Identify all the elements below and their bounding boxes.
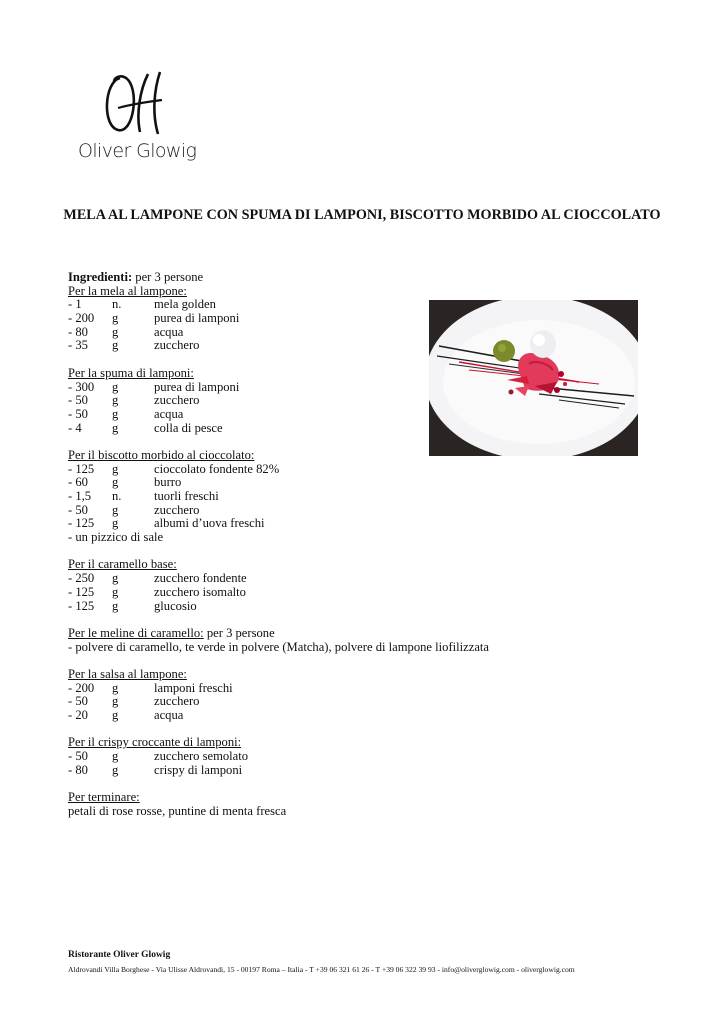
ingredient-name: crispy di lamponi — [154, 762, 243, 777]
ingredient-unit: g — [112, 338, 119, 353]
section-spacer — [68, 723, 668, 737]
section-heading — [68, 367, 668, 381]
section-heading-text: Per la spuma di lamponi: — [68, 365, 194, 380]
ingredient-row — [68, 408, 668, 422]
footer-restaurant-name: Ristorante Oliver Glowig — [68, 950, 171, 960]
ingredient-row — [68, 572, 668, 586]
ingredient-name: cioccolato fondente 82% — [154, 461, 280, 476]
ingredients-intro — [68, 271, 668, 285]
ingredient-name: purea di lamponi — [154, 379, 240, 394]
section-spacer — [68, 654, 668, 668]
section-heading — [68, 791, 668, 805]
ingredient-quantity: - 125 — [68, 516, 95, 531]
section-spacer — [68, 435, 668, 449]
ingredient-unit: g — [112, 311, 119, 326]
ingredient-unit: g — [112, 680, 119, 695]
ingredient-name: zucchero — [154, 502, 200, 517]
ingredient-unit: n. — [112, 297, 122, 312]
section-spacer — [68, 613, 668, 627]
ingredient-unit: g — [112, 516, 119, 531]
ingredient-name: acqua — [154, 324, 184, 339]
ingredient-quantity: - 20 — [68, 708, 88, 722]
ingredient-quantity: - 35 — [68, 338, 88, 353]
ingredient-quantity: - 80 — [68, 324, 88, 339]
ingredient-quantity: - 250 — [68, 571, 95, 586]
ingredient-name: acqua — [154, 708, 184, 722]
ingredient-unit: g — [112, 708, 119, 722]
ingredient-name: colla di pesce — [154, 420, 223, 435]
ingredient-unit: g — [112, 502, 119, 517]
ingredient-name: zucchero isomalto — [154, 584, 246, 599]
ingredient-row — [68, 750, 668, 764]
ingredient-unit: g — [112, 475, 119, 490]
recipe-title: MELA AL LAMPONE CON SPUMA DI LAMPONI, BISCOTTO MORBIDO AL CIOCCOLATO — [63, 207, 661, 223]
ingredient-unit: g — [112, 420, 119, 435]
ingredient-name: zucchero semolato — [154, 749, 249, 764]
ingredient-row — [68, 312, 668, 326]
footer-address: Aldrovandi Villa Borghese - Via Ulisse Aldrovandi, 15 - 00197 Roma – Italia - T +39 06 321 61 26 - T +39 06 322 39 93 - info@oliverglowig.com - oliverglowig.com — [68, 965, 575, 974]
ingredient-unit: g — [112, 584, 119, 599]
ingredient-row — [68, 600, 668, 614]
ingredient-name: zucchero fondente — [154, 571, 247, 586]
ingredient-quantity: - 50 — [68, 694, 88, 709]
section-heading — [68, 285, 668, 299]
ingredient-row — [68, 463, 668, 477]
ingredient-row — [68, 490, 668, 504]
ingredient-row — [68, 422, 668, 436]
ingredient-row — [68, 394, 668, 408]
ingredient-unit: g — [112, 762, 119, 777]
ingredient-quantity: - 60 — [68, 475, 88, 490]
ingredient-unit: g — [112, 598, 119, 613]
section-heading — [68, 668, 668, 682]
ingredient-row — [68, 764, 668, 778]
section-spacer — [68, 353, 668, 367]
ingredient-quantity: - 200 — [68, 311, 95, 326]
ingredient-name: glucosio — [154, 598, 197, 613]
ingredient-row — [68, 298, 668, 312]
section-heading-text: Per la mela al lampone: — [68, 283, 187, 298]
ingredient-name: burro — [154, 475, 182, 490]
ingredients-label: Ingredienti: — [68, 270, 133, 284]
section-heading — [68, 736, 668, 750]
ingredient-quantity: - 50 — [68, 393, 88, 408]
ingredient-quantity: - 200 — [68, 680, 95, 695]
section-heading-text: Per terminare: — [68, 790, 140, 805]
ingredient-note: - polvere di caramello, te verde in polvere (Matcha), polvere di lampone liofilizzata — [68, 639, 490, 654]
ingredient-unit: n. — [112, 489, 122, 503]
logo-monogram — [100, 68, 170, 140]
ingredient-unit: g — [112, 571, 119, 586]
ingredient-quantity: - 50 — [68, 749, 88, 764]
ingredient-quantity: - 1 — [68, 297, 82, 312]
ingredient-name: albumi d’uova freschi — [154, 516, 265, 531]
ingredient-quantity: - 125 — [68, 461, 95, 476]
ingredient-row — [68, 517, 668, 531]
ingredient-quantity: - 300 — [68, 379, 95, 394]
ingredient-name: zucchero — [154, 393, 200, 408]
ingredient-row — [68, 381, 668, 395]
ingredient-row — [68, 695, 668, 709]
ingredient-name: acqua — [154, 406, 184, 421]
section-heading — [68, 558, 668, 572]
logo-name: Oliver Glowig — [78, 140, 197, 162]
ingredient-unit: g — [112, 461, 119, 476]
ingredient-quantity: - 80 — [68, 762, 88, 777]
ingredient-quantity: - 50 — [68, 502, 88, 517]
ingredient-unit: g — [112, 393, 119, 408]
ingredient-unit: g — [112, 324, 119, 339]
section-heading-text: Per il caramello base: — [68, 557, 177, 572]
ingredient-row — [68, 504, 668, 518]
section-heading-text: Per la salsa al lampone: — [68, 666, 187, 681]
ingredient-quantity: - 1,5 — [68, 489, 92, 503]
ingredient-name: zucchero — [154, 338, 200, 353]
ingredient-quantity: - 50 — [68, 406, 88, 421]
ingredient-note: petali di rose rosse, puntine di menta fresca — [68, 803, 287, 818]
ingredient-quantity: - 4 — [68, 420, 82, 435]
logo — [78, 68, 208, 172]
ingredient-row — [68, 476, 668, 490]
ingredient-name: mela golden — [154, 297, 216, 312]
ingredient-row — [68, 709, 668, 723]
section-heading-text: Per le meline di caramello: — [68, 625, 204, 640]
ingredient-unit: g — [112, 694, 119, 709]
ingredient-row — [68, 326, 668, 340]
ingredient-name: purea di lamponi — [154, 311, 240, 326]
section-heading — [68, 449, 668, 463]
ingredient-unit: g — [112, 406, 119, 421]
servings-text: per 3 persone — [132, 270, 204, 284]
ingredient-quantity: - 125 — [68, 584, 95, 599]
ingredient-row — [68, 586, 668, 600]
ingredient-note: - un pizzico di sale — [68, 530, 164, 545]
ingredient-name: zucchero — [154, 694, 200, 709]
ingredient-row — [68, 339, 668, 353]
section-heading — [68, 627, 668, 641]
ingredient-name: lamponi freschi — [154, 680, 233, 695]
section-heading-text: Per il crispy croccante di lamponi: — [68, 735, 242, 750]
section-heading-text: Per il biscotto morbido al cioccolato: — [68, 447, 255, 462]
section-heading-suffix: per 3 persone — [203, 625, 275, 640]
ingredient-unit: g — [112, 379, 119, 394]
ingredient-unit: g — [112, 749, 119, 764]
section-spacer — [68, 545, 668, 559]
ingredient-quantity: - 125 — [68, 598, 95, 613]
ingredient-row — [68, 682, 668, 696]
ingredient-name: tuorli freschi — [154, 489, 219, 503]
ingredients-list — [68, 271, 668, 819]
section-spacer — [68, 777, 668, 791]
